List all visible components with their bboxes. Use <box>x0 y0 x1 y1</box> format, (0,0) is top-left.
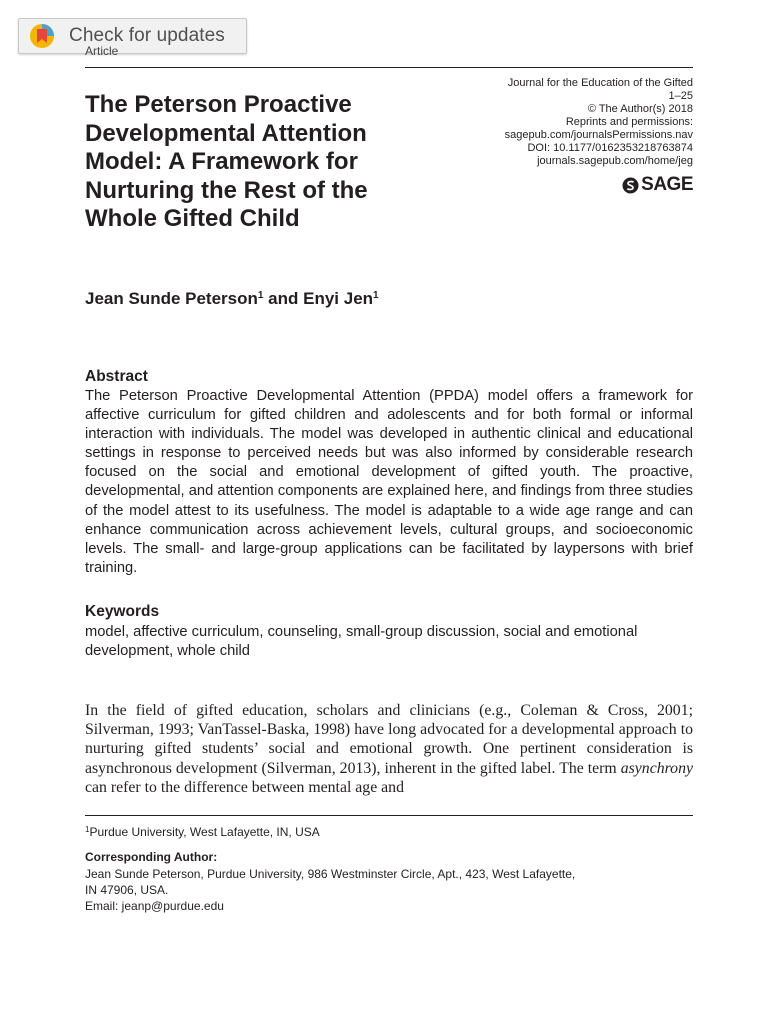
journal-homepage-link[interactable]: journals.sagepub.com/home/jeg <box>537 155 693 167</box>
reprints-label: Reprints and permissions: <box>565 116 693 128</box>
check-for-updates-button[interactable] <box>18 18 247 54</box>
publisher-name: SAGE <box>641 174 693 195</box>
journal-name: Journal for the Education of the Gifted <box>507 77 693 89</box>
check-for-updates-label: Check for updates <box>69 25 225 46</box>
keywords-heading: Keywords <box>85 603 160 620</box>
author-name: Jean Sunde Peterson <box>85 289 258 308</box>
affiliation-marker: 1 <box>257 290 264 301</box>
corresponding-author-details <box>85 866 645 914</box>
corr-address-line: IN 47906, USA. <box>85 883 169 897</box>
body-text-part: In the field of gifted education, scholars and clinicians (e.g., Coleman & Cross, 2001; Silverman, 1993; VanTassel-Baska, 1998) have long advocated for a developmental approach to nurturing gifted students’ social and emotional growth. One pertinent consideration is asynchronous development (Silverman, 2013), inherent in the gifted label. The term <box>85 702 693 777</box>
permissions-link[interactable]: sagepub.com/journalsPermissions.nav <box>504 129 693 141</box>
affiliation-marker: 1 <box>373 290 379 301</box>
corr-email[interactable]: Email: jeanp@purdue.edu <box>85 899 224 913</box>
corresponding-author-heading: Corresponding Author: <box>85 850 218 864</box>
article-title: The Peterson Proactive Developmental Attention Model: A Framework for Nurturing the Rest of the Whole Gifted Child <box>85 91 368 232</box>
copyright: © The Author(s) 2018 <box>587 103 693 115</box>
abstract-heading: Abstract <box>85 368 148 385</box>
author-list <box>85 289 379 309</box>
affiliation-marker: 1 <box>85 825 90 834</box>
footnote-divider <box>85 815 693 816</box>
author-connector: and <box>263 289 304 308</box>
crossmark-icon <box>29 23 55 49</box>
affiliation-note <box>85 825 320 839</box>
sage-s-icon <box>622 177 639 194</box>
body-text-part: can refer to the difference between mental age and <box>85 778 404 796</box>
header-divider <box>85 67 693 68</box>
abstract-text: The Peterson Proactive Developmental Attention (PPDA) model offers a framework for affective curriculum for gifted children and adolescents and for both formal or informal interaction with individuals. The model was developed in authentic clinical and educational settings in response to perceived needs but was also informed by considerable research focused on the social and emotional development of gifted youth. The proactive, developmental, and attention components are explained here, and findings from three studies of the model attest to its usefulness. The model is adaptable to a wide age range and can enhance communication across achievement levels, cultural groups, and socioeconomic levels. The small- and large-group applications can be facilitated by laypersons with brief training. <box>85 388 693 576</box>
doi-link[interactable]: DOI: 10.1177/0162353218763874 <box>527 142 693 154</box>
keywords-text: model, affective curriculum, counseling, small-group discussion, social and emotional development, whole child <box>85 624 638 660</box>
affiliation-text: Purdue University, West Lafayette, IN, USA <box>89 825 320 839</box>
publisher-logo <box>622 174 693 196</box>
corr-address-line: Jean Sunde Peterson, Purdue University, 986 Westminster Circle, Apt., 423, West Lafayette, <box>85 867 576 881</box>
body-paragraph <box>85 701 693 797</box>
author-name: Enyi Jen <box>303 289 374 308</box>
article-type-label: Article <box>85 44 119 58</box>
body-italic-term: asynchrony <box>620 759 693 777</box>
page-range: 1–25 <box>668 90 693 102</box>
journal-info <box>433 77 693 168</box>
